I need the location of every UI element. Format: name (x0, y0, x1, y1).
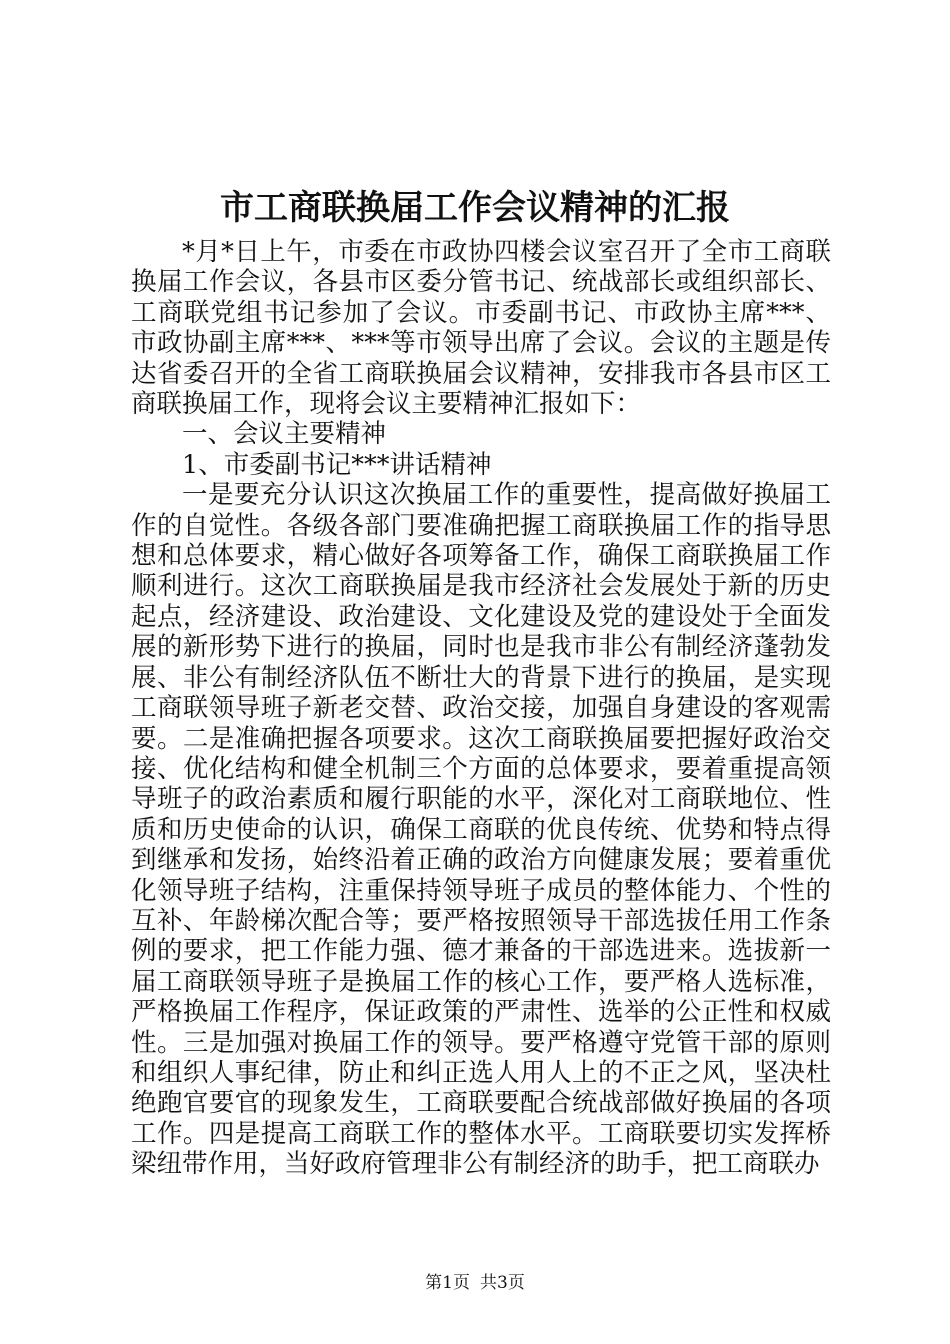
section-heading: 一、会议主要精神 (182, 419, 387, 450)
document-title: 市工商联换届工作会议精神的汇报 (220, 188, 730, 228)
page-total: 共3页 (480, 1273, 525, 1293)
intro-paragraph: *月*日上午，市委在市政协四楼会议室召开了全市工商联换届工作会议，各县市区委分管书记、统战部长或组织部长、工商联党组书记参加了会议。市委副书记、市政协主席***、市政协副主席***、***等市领导出席了会议。会议的主题是传达省委召开的全省工商联换届会议精神，安排我市各县市区工商联换届工作，现将会议主要精神汇报如下： (131, 237, 831, 420)
subsection-heading: 1、市委副书记***讲话精神 (182, 449, 492, 480)
document-body (131, 237, 831, 1180)
page-footer (0, 1272, 950, 1294)
speech-paragraph: 一是要充分认识这次换届工作的重要性，提高做好换届工作的自觉性。各级各部门要准确把握工商联换届工作的指导思想和总体要求，精心做好各项筹备工作，确保工商联换届工作顺利进行。这次工商联换届是我市经济社会发展处于新的历史起点，经济建设、政治建设、文化建设及党的建设处于全面发展的新形势下进行的换届，同时也是我市非公有制经济蓬勃发展、非公有制经济队伍不断壮大的背景下进行的换届，是实现工商联领导班子新老交替、政治交接，加强自身建设的客观需要。二是准确把握各项要求。这次工商联换届要把握好政治交接、优化结构和健全机制三个方面的总体要求，要着重提高领导班子的政治素质和履行职能的水平，深化对工商联地位、性质和历史使命的认识，确保工商联的优良传统、优势和特点得到继承和发扬，始终沿着正确的政治方向健康发展；要着重优化领导班子结构，注重保持领导班子成员的整体能力、个性的互补、年龄梯次配合等；要严格按照领导干部选拔任用工作条例的要求，把工作能力强、德才兼备的干部选进来。选拔新一届工商联领导班子是换届工作的核心工作，要严格人选标准，严格换届工作程序，保证政策的严肃性、选举的公正性和权威性。三是加强对换届工作的领导。要严格遵守党管干部的原则和组织人事纪律，防止和纠正选人用人上的不正之风，坚决杜绝跑官要官的现象发生，工商联要配合统战部做好换届的各项工作。四是提高工商联工作的整体水平。工商联要切实发挥桥梁纽带作用，当好政府管理非公有制经济的助手，把工商联办 (131, 480, 831, 1180)
page-number: 第1页 (425, 1273, 470, 1293)
